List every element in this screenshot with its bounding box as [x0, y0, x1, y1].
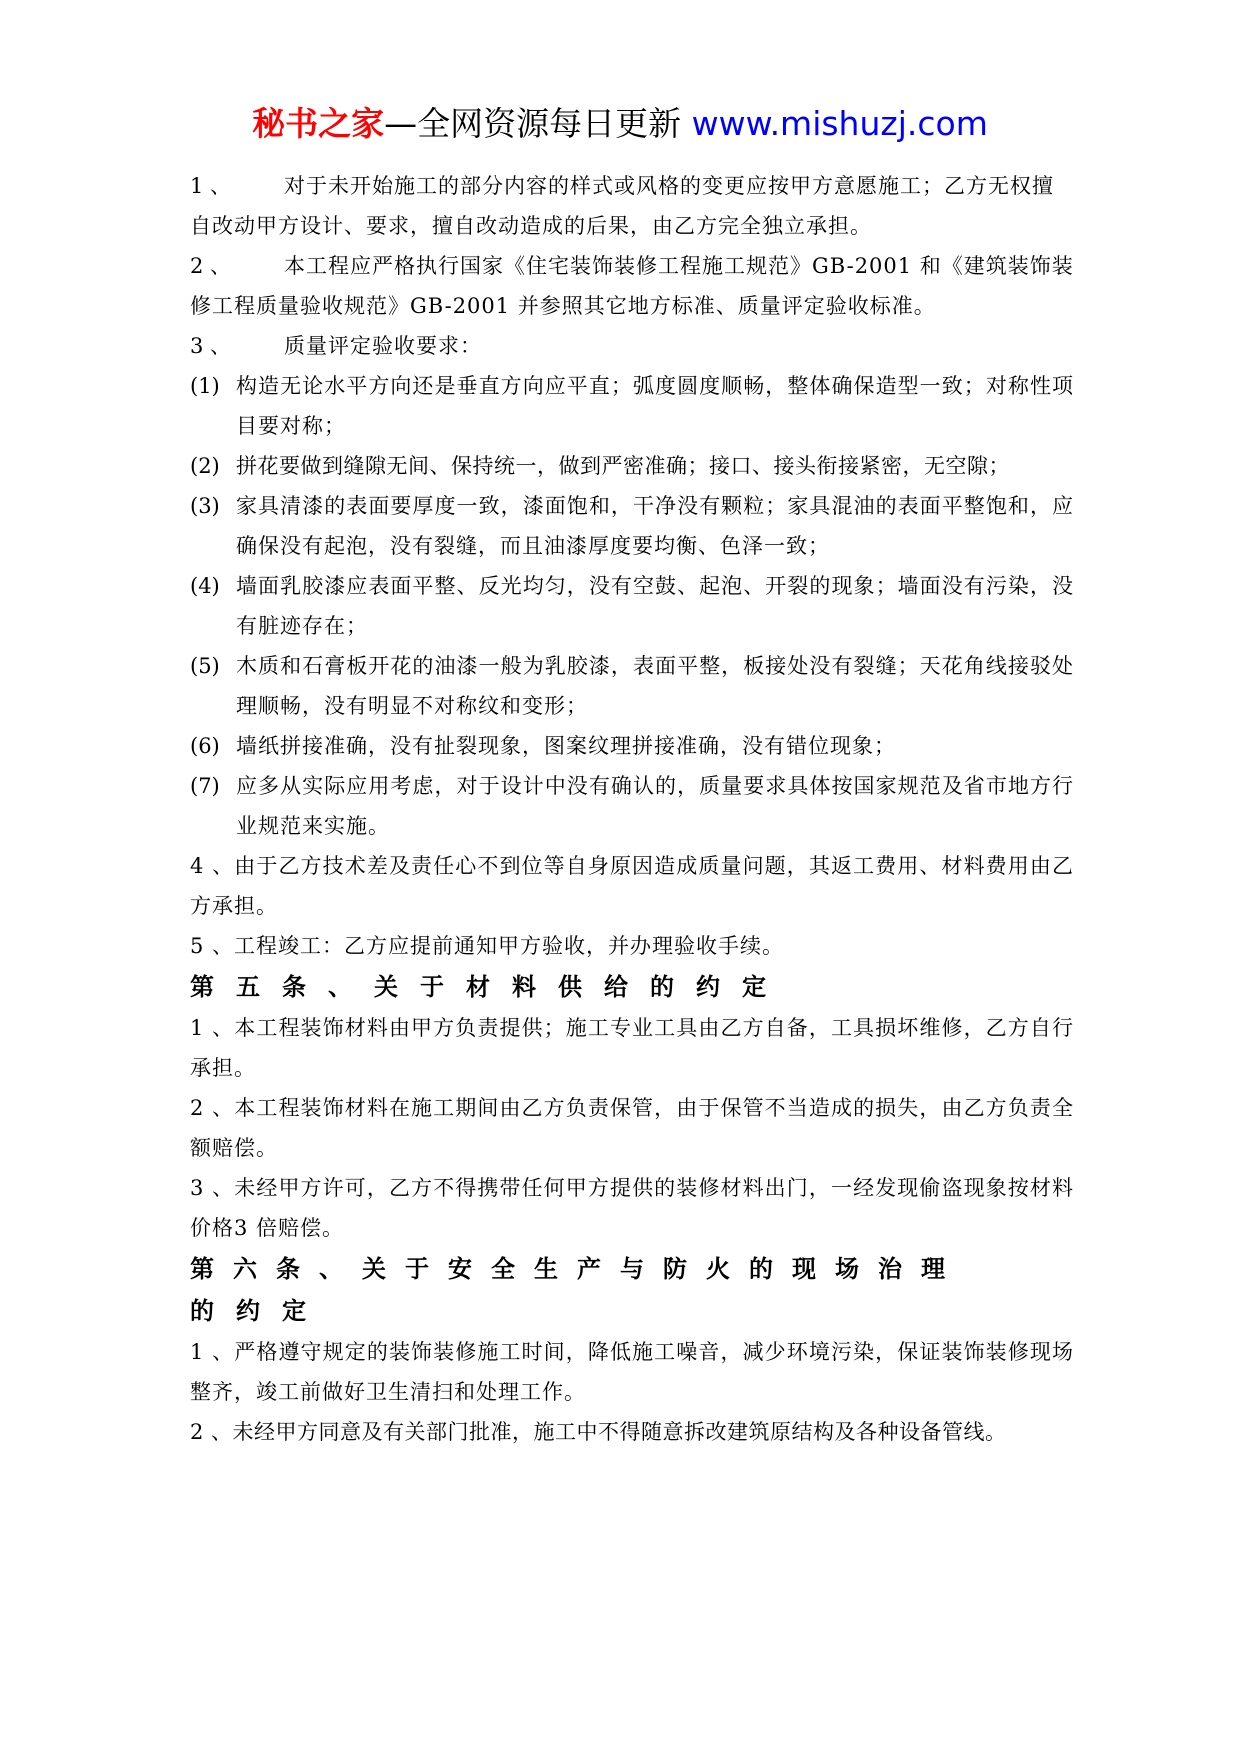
clause-number: 1 、: [190, 174, 232, 198]
sub-item: [190, 566, 1074, 646]
sub-item-number: (1): [190, 374, 220, 398]
clause-item: [190, 166, 1074, 206]
header-brand: 秘书之家: [252, 104, 385, 143]
clause-paragraph: 5 、工程竣工：乙方应提前通知甲方验收，并办理验收手续。: [190, 934, 785, 958]
document-body: [190, 166, 1074, 1452]
sub-item-number: (2): [190, 454, 220, 478]
clause-continuation: 自改动甲方设计、要求，擅自改动造成的后果，由乙方完全独立承担。: [190, 214, 872, 238]
sub-item: [190, 366, 1074, 446]
clause-text: 本工程应严格执行国家《住宅装饰装修工程施工规范》GB-2001 和《建筑装饰装: [284, 254, 1074, 278]
section-paragraph: 2 、本工程装饰材料在施工期间由乙方负责保管，由于保管不当造成的损失，由乙方负责全额赔偿。: [190, 1096, 1074, 1160]
sub-item-number: (4): [190, 574, 220, 598]
sub-item: [190, 446, 1074, 486]
sub-item-text: 木质和石膏板开花的油漆一般为乳胶漆，表面平整，板接处没有裂缝；天花角线接驳处理顺畅，没有明显不对称纹和变形；: [236, 654, 1074, 718]
sub-item-text: 拼花要做到缝隙无间、保持统一，做到严密准确；接口、接头衔接紧密，无空隙；: [236, 454, 1010, 478]
section-heading-continuation: 的约定: [190, 1296, 328, 1325]
sub-item-number: (7): [190, 774, 220, 798]
sub-item-number: (6): [190, 734, 220, 758]
header-slogan: —全网资源每日更新: [384, 104, 692, 143]
sub-item-text: 家具清漆的表面要厚度一致，漆面饱和，干净没有颗粒；家具混油的表面平整饱和，应确保没有起泡，没有裂缝，而且油漆厚度要均衡、色泽一致；: [236, 494, 1074, 558]
section-paragraph: 1 、严格遵守规定的装饰装修施工时间，降低施工噪音，减少环境污染，保证装饰装修现场整齐，竣工前做好卫生清扫和处理工作。: [190, 1340, 1074, 1404]
header-url-link[interactable]: www.mishuzj.com: [691, 104, 988, 143]
sub-item-text: 构造无论水平方向还是垂直方向应平直；弧度圆度顺畅，整体确保造型一致；对称性项目要对称；: [236, 374, 1074, 438]
sub-item-number: (3): [190, 494, 220, 518]
page-header: [0, 104, 1240, 144]
clause-number: 2 、: [190, 254, 232, 278]
sub-item: [190, 726, 1074, 766]
clause-item: [190, 326, 1074, 366]
section-heading: 第六条、关于安全生产与防火的现场治理: [190, 1254, 964, 1283]
sub-item: [190, 486, 1074, 566]
sub-item: [190, 646, 1074, 726]
section-paragraph: 1 、本工程装饰材料由甲方负责提供；施工专业工具由乙方自备，工具损坏维修，乙方自行承担。: [190, 1016, 1074, 1080]
clause-paragraph: 4 、由于乙方技术差及责任心不到位等自身原因造成质量问题，其返工费用、材料费用由乙方承担。: [190, 854, 1074, 918]
clause-number: 3 、: [190, 334, 232, 358]
section-heading: 第五条、关于材料供给的约定: [190, 972, 788, 1001]
sub-item-text: 应多从实际应用考虑，对于设计中没有确认的，质量要求具体按国家规范及省市地方行业规范来实施。: [236, 774, 1074, 838]
section-paragraph: 2 、未经甲方同意及有关部门批准，施工中不得随意拆改建筑原结构及各种设备管线。: [190, 1420, 1007, 1444]
clause-text: 对于未开始施工的部分内容的样式或风格的变更应按甲方意愿施工；乙方无权擅: [284, 174, 1054, 198]
section-paragraph: 3 、未经甲方许可，乙方不得携带任何甲方提供的装修材料出门，一经发现偷盗现象按材料价格3 倍赔偿。: [190, 1176, 1074, 1240]
clause-continuation: 修工程质量验收规范》GB-2001 并参照其它地方标准、质量评定验收标准。: [190, 294, 936, 318]
clause-text: 质量评定验收要求：: [284, 334, 482, 358]
sub-item-text: 墙面乳胶漆应表面平整、反光均匀，没有空鼓、起泡、开裂的现象；墙面没有污染，没有脏迹存在；: [236, 574, 1074, 638]
sub-item: [190, 766, 1074, 846]
clause-item: [190, 246, 1074, 286]
sub-item-text: 墙纸拼接准确，没有扯裂现象，图案纹理拼接准确，没有错位现象；: [236, 734, 896, 758]
sub-item-number: (5): [190, 654, 220, 678]
